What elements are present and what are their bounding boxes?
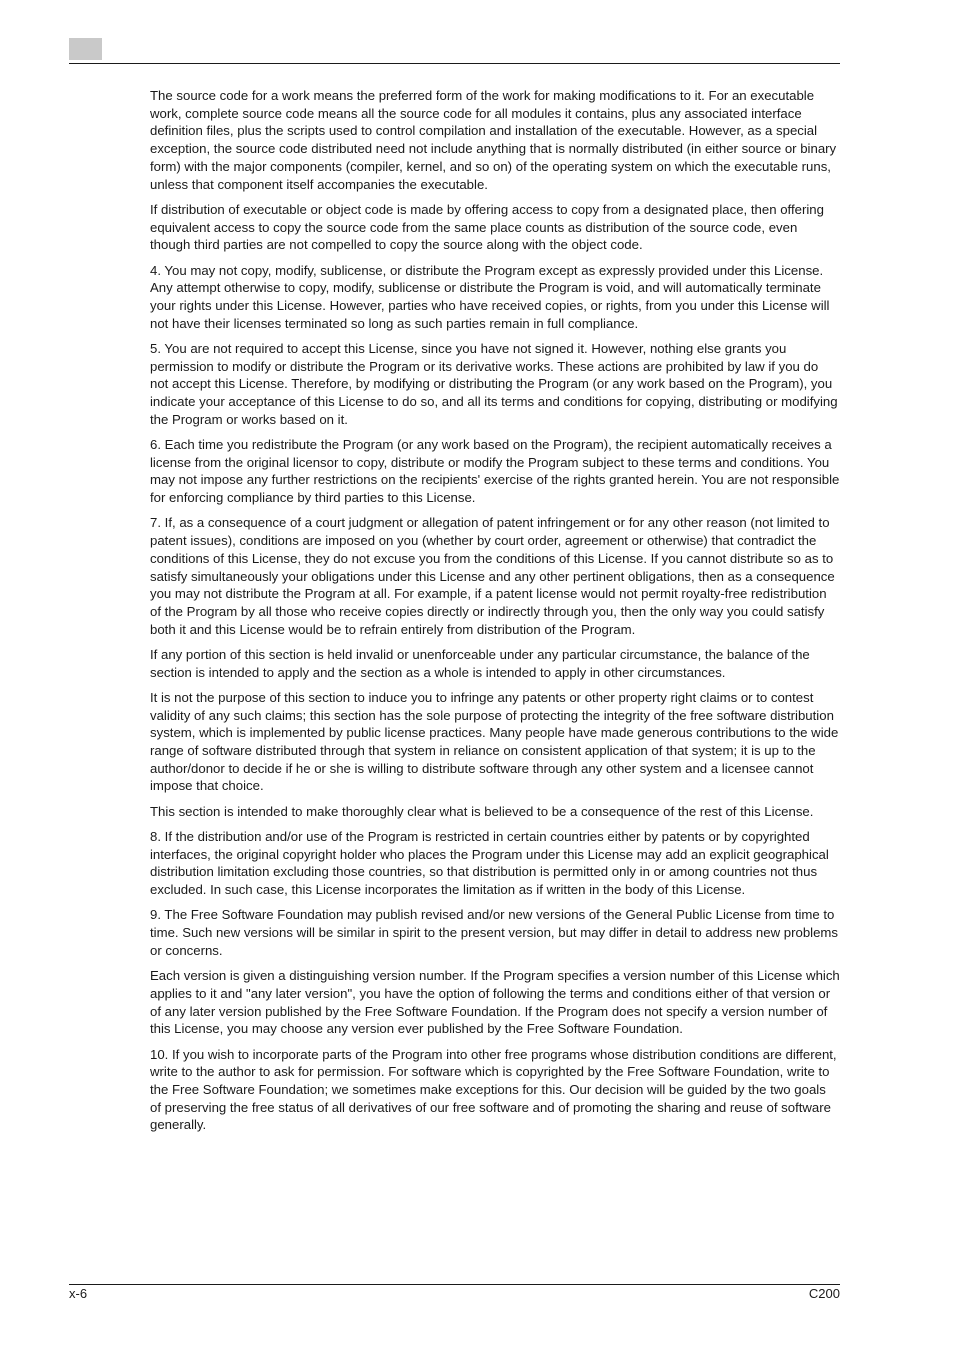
paragraph-section-10: 10. If you wish to incorporate parts of the Program into other free programs whose distribution conditions are different, write to the author to ask for permission. For software which is copyrighted by the Free Software Foundation, write to the Free Software Foundation; we sometimes make exceptions for this. Our decision will be guided by the two goals of preserving the free status of all derivatives of our free software and of promoting the sharing and reuse of software generally. — [150, 1046, 837, 1133]
paragraph-source-code-definition: The source code for a work means the preferred form of the work for making modifications to it. For an executable work, complete source code means all the source code for all modules it contains, plus any associated interface definition files, plus the scripts used to control compilation and installation of the executable. However, as a special exception, the source code distributed need not include anything that is normally distributed (in either source or binary form) with the major components (compiler, kernel, and so on) of the operating system on which the executable runs, unless that component itself accompanies the executable. — [150, 88, 837, 192]
model-name: C200 — [808, 1286, 840, 1301]
paragraph-section-7-purpose: It is not the purpose of this section to induce you to infringe any patents or other property right claims or to contest validity of any such claims; this section has the sole purpose of protecting the integrity of the free software distribution system, which is implemented by public license practices. Many people have made generous contributions to the wide range of software distributed through that system in reliance on consistent application of that system; it is up to the author/donor to decide if he or she is willing to distribute software through any other system and a licensee cannot impose that choice. — [150, 689, 839, 794]
paragraph-section-7: 7. If, as a consequence of a court judgment or allegation of patent infringement or for any other reason (not limited to patent issues), conditions are imposed on you (whether by court order, agreement or otherwise) that contradict the conditions of this License, they do not excuse you from the conditions of this License. If you cannot distribute so as to satisfy simultaneously your obligations under this License and any other pertinent obligations, then as a consequence you may not distribute the Program at all. For example, if a patent license would not permit royalty-free redistribution of the Program by all those who receive copies directly or indirectly through you, then the only way you could satisfy both it and this License would be to refrain entirely from distribution of the Program. — [150, 515, 835, 637]
paragraph-section-9: 9. The Free Software Foundation may publish revised and/or new versions of the General Public License from time to time. Such new versions will be similar in spirit to the present version, but may differ in detail to address new problems or concerns. — [150, 907, 839, 958]
paragraph-distribution-access: If distribution of executable or object code is made by offering access to copy from a designated place, then offering equivalent access to copy the source code from the same place counts as distribution of the source code, even though third parties are not compelled to copy the source along with the object code. — [150, 201, 824, 253]
paragraph-section-5: 5. You are not required to accept this License, since you have not signed it. However, nothing else grants you permission to modify or distribute the Program or its derivative works. These actions are prohibited by law if you do not accept this License. Therefore, by modifying or distributing the Program (or any work based on the Program), you indicate your acceptance of this License to do so, and all its terms and conditions for copying, distributing or modifying the Program or works based on it. — [150, 340, 838, 427]
paragraph-section-4: 4. You may not copy, modify, sublicense, or distribute the Program except as expressly provided under this License. Any attempt otherwise to copy, modify, sublicense or distribute the Program is void, and will automatically terminate your rights under this License. However, parties who have received copies, or rights, from you under this License will not have their licenses terminated so long as such parties remain in full compliance. — [150, 262, 830, 331]
paragraph-section-6: 6. Each time you redistribute the Program (or any work based on the Program), the recipient automatically receives a license from the original licensor to copy, distribute or modify the Program subject to these terms and conditions. You may not impose any further restrictions on the recipients' exercise of the rights granted herein. You are not responsible for enforcing compliance by third parties to this License. — [150, 437, 840, 506]
page-number: x-6 — [69, 1286, 88, 1301]
header-tab-marker — [69, 38, 102, 60]
footer-divider — [69, 1284, 840, 1285]
paragraph-section-7-consequence: This section is intended to make thoroughly clear what is believed to be a consequence of the rest of this License. — [150, 803, 814, 819]
header-divider — [69, 63, 840, 64]
paragraph-section-9-version-number: Each version is given a distinguishing version number. If the Program specifies a version number of this License which applies to it and "any later version", you have the option of following the terms and conditions either of that version or of any later version published by the Free Software Foundation. If the Program does not specify a version number of this License, you may choose any version ever published by the Free Software Foundation. — [150, 968, 840, 1037]
paragraph-section-8: 8. If the distribution and/or use of the Program is restricted in certain countries either by patents or by copyrighted interfaces, the original copyright holder who places the Program under this License may add an explicit geographical distribution limitation excluding those countries, so that distribution is permitted only in or among countries not thus excluded. In such case, this License incorporates the limitation as if written in the body of this License. — [150, 829, 829, 898]
license-text-body — [150, 87, 840, 1142]
paragraph-section-7-invalid-portion: If any portion of this section is held invalid or unenforceable under any particular circumstance, the balance of the section is intended to apply and the section as a whole is intended to apply in other circumstances. — [150, 646, 810, 680]
